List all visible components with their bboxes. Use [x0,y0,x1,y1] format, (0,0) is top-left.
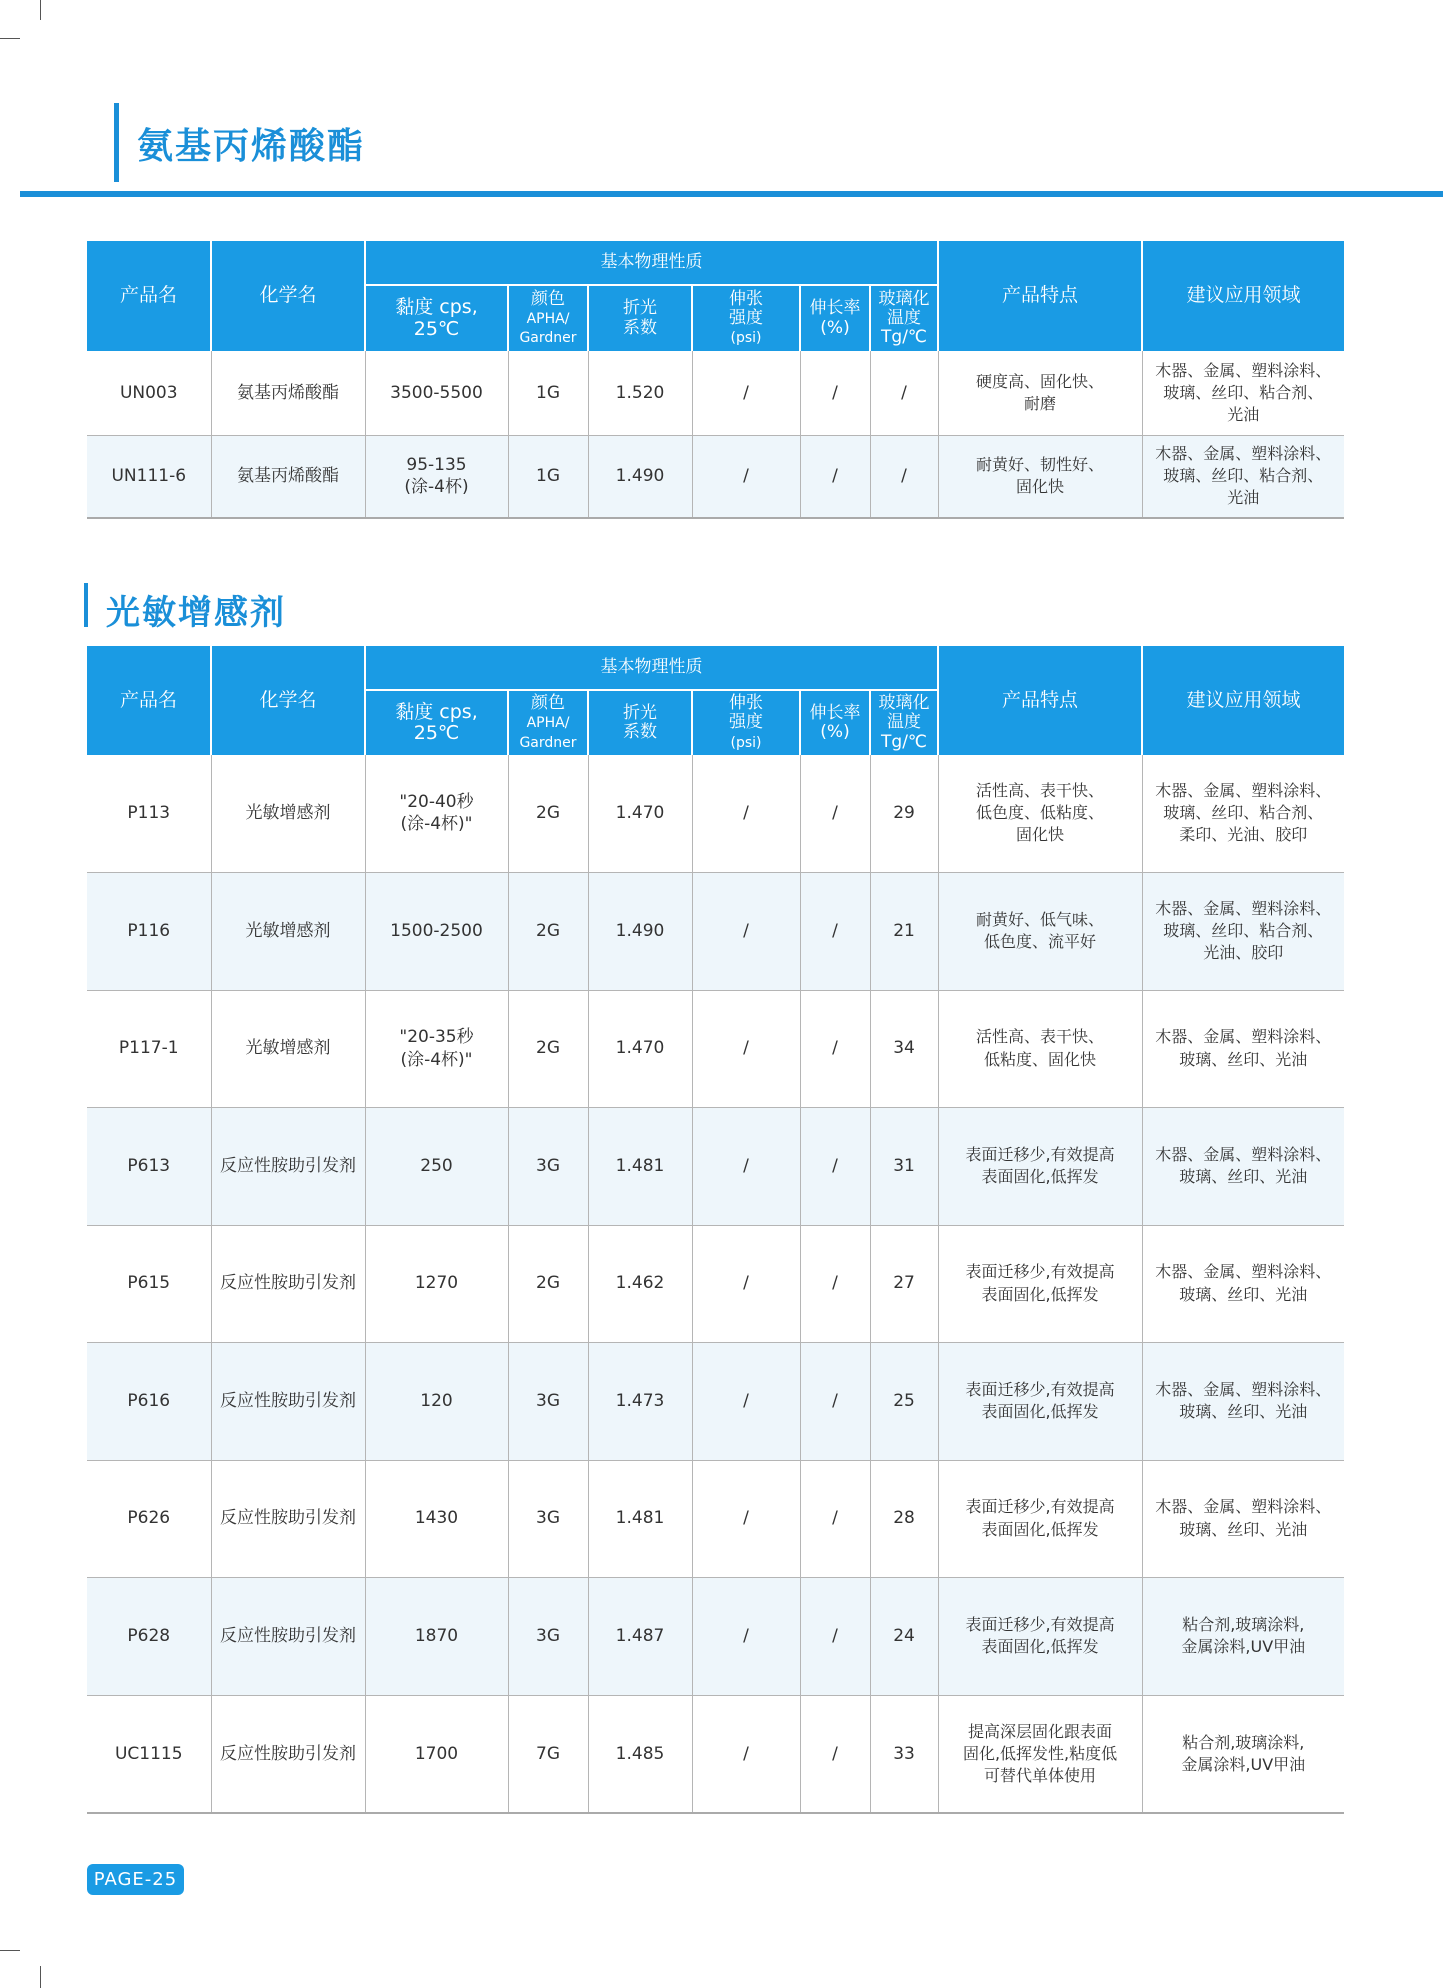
text-line: 木器、金属、塑料涂料、 [1155,1144,1332,1164]
text-line: 3500-5500 [390,382,483,403]
text-line: 固化快 [1016,825,1065,845]
text-line: 伸长率 [809,702,861,723]
text-line: "20-35秒 [399,1027,474,1048]
cell-tg: 31 [870,1107,938,1225]
cell-viscosity [365,1577,508,1695]
cell-tensile: / [692,1460,800,1577]
text-line: 温度 [887,712,922,733]
text-line: 光油 [1227,488,1260,508]
text-line: 粘合剂,玻璃涂料, [1182,1732,1305,1752]
text-line: 表面固化,低挥发 [981,1167,1099,1186]
cell-product: P117-1 [87,990,211,1107]
cell-tensile: / [692,755,800,872]
cell-tensile: / [692,872,800,990]
text-line: 1870 [414,1625,459,1646]
cell-chemical: 反应性胺助引发剂 [211,1107,365,1225]
text-line: 金属涂料,UV甲油 [1181,1754,1306,1774]
cell-elongation: / [800,1695,870,1813]
cell-features [938,351,1142,435]
cell-tensile: / [692,990,800,1107]
cell-viscosity [365,1695,508,1813]
cell-color: 3G [508,1460,588,1577]
text-line: 耐磨 [1024,393,1057,413]
cell-tg: 27 [870,1225,938,1342]
col-header-tensile [692,285,800,351]
text-line: Tg/℃ [881,327,928,348]
page-number-badge: PAGE-25 [87,1864,184,1895]
cell-elongation: / [800,872,870,990]
text-line: 木器、金属、塑料涂料、 [1155,1379,1332,1399]
cell-elongation: / [800,435,870,518]
text-line: 颜色 [531,288,565,309]
cell-tg: 24 [870,1577,938,1695]
cell-applications [1142,1342,1344,1460]
text-line: 活性高、表干快、 [976,781,1105,801]
text-line: 1270 [414,1273,459,1294]
cell-tensile: / [692,1225,800,1342]
text-line: 颜色 [531,693,565,714]
cell-tg: 33 [870,1695,938,1813]
text-line: 折光 [623,702,657,723]
header-rule [20,191,1443,197]
text-line: (涂-4杯) [404,477,469,498]
text-line: 玻璃、丝印、粘合剂、 [1163,920,1324,940]
cell-applications [1142,1107,1344,1225]
cell-viscosity [365,351,508,435]
col-header-viscosity [365,285,508,351]
text-line: "20-40秒 [399,792,474,813]
text-line: 强度 [729,712,763,733]
cell-features [938,872,1142,990]
cell-viscosity [365,755,508,872]
text-line: 250 [420,1155,453,1176]
spec-table [87,646,1344,1814]
text-line: (涂-4杯)" [400,1049,473,1070]
col-header-viscosity [365,690,508,755]
cell-viscosity [365,1342,508,1460]
cell-color: 7G [508,1695,588,1813]
cell-elongation: / [800,755,870,872]
cell-product: P613 [87,1107,211,1225]
cell-features [938,1225,1142,1342]
col-header-applications: 建议应用领域 [1142,241,1344,351]
text-line: 硬度高、固化快、 [976,371,1105,391]
cell-refraction: 1.470 [588,755,692,872]
cell-tg: 34 [870,990,938,1107]
table-row [87,351,1344,435]
table-row [87,1577,1344,1695]
cell-elongation: / [800,1107,870,1225]
text-line: 95-135 [406,455,467,476]
cell-viscosity [365,1107,508,1225]
cell-chemical: 反应性胺助引发剂 [211,1695,365,1813]
col-header-chemical: 化学名 [211,646,365,755]
cell-tg: / [870,351,938,435]
text-line: 系数 [623,722,657,742]
cell-refraction: 1.490 [588,872,692,990]
cell-elongation: / [800,1342,870,1460]
table-row [87,755,1344,872]
cell-elongation: / [800,990,870,1107]
cell-viscosity [365,990,508,1107]
text-line: (psi) [730,330,762,347]
section-title: 光敏增感剂 [106,593,286,633]
text-line: 玻璃化 [878,693,930,714]
text-line: 柔印、光油、胶印 [1179,825,1308,845]
crop-mark [0,1950,20,1951]
cell-features [938,755,1142,872]
text-line: 强度 [729,307,763,328]
cell-product: P628 [87,1577,211,1695]
text-line: 表面固化,低挥发 [981,1402,1099,1421]
text-line: 光油、胶印 [1203,943,1284,963]
crop-mark [40,0,41,20]
text-line: 1500-2500 [390,920,483,941]
text-line: 系数 [623,317,657,338]
cell-refraction: 1.520 [588,351,692,435]
col-header-features: 产品特点 [938,646,1142,755]
cell-refraction: 1.473 [588,1342,692,1460]
cell-refraction: 1.481 [588,1107,692,1225]
text-line: 玻璃、丝印、光油 [1179,1284,1308,1304]
cell-chemical: 氨基丙烯酸酯 [211,351,365,435]
text-line: 木器、金属、塑料涂料、 [1155,1262,1332,1282]
cell-color: 2G [508,755,588,872]
col-header-refraction [588,690,692,755]
table-row [87,1225,1344,1342]
col-header-color [508,690,588,755]
text-line: Tg/℃ [881,731,928,752]
cell-tg: 25 [870,1342,938,1460]
text-line: 伸长率 [809,298,861,319]
cell-tg: 28 [870,1460,938,1577]
table-row [87,1695,1344,1813]
cell-refraction: 1.481 [588,1460,692,1577]
cell-features [938,1695,1142,1813]
text-line: Gardner [519,330,577,347]
section-marker [84,583,88,627]
cell-features [938,1577,1142,1695]
cell-color: 2G [508,990,588,1107]
col-header-applications: 建议应用领域 [1142,646,1344,755]
col-header-group: 基本物理性质 [365,646,938,690]
cell-tg: 21 [870,872,938,990]
text-line: 玻璃、丝印、光油 [1179,1049,1308,1069]
cell-features [938,1342,1142,1460]
col-header-tensile [692,690,800,755]
cell-elongation: / [800,1460,870,1577]
text-line: 固化快 [1016,477,1065,497]
cell-applications [1142,1460,1344,1577]
cell-applications [1142,351,1344,435]
text-line: 120 [420,1390,453,1411]
cell-tensile: / [692,1107,800,1225]
text-line: 25℃ [413,317,460,340]
cell-product: P616 [87,1342,211,1460]
cell-viscosity [365,872,508,990]
table-row [87,1342,1344,1460]
cell-applications [1142,1225,1344,1342]
col-header-tg [870,690,938,755]
text-line: 玻璃、丝印、粘合剂、 [1163,803,1324,823]
text-line: 伸张 [729,693,763,714]
col-header-elongation [800,285,870,351]
cell-color: 2G [508,872,588,990]
text-line: 耐黄好、低气味、 [976,909,1105,929]
text-line: 低色度、低粘度、 [976,803,1105,823]
text-line: 活性高、表干快、 [976,1027,1105,1047]
table-row [87,990,1344,1107]
cell-viscosity [365,1460,508,1577]
text-line: 粘合剂,玻璃涂料, [1182,1614,1305,1634]
cell-chemical: 光敏增感剂 [211,755,365,872]
text-line: 光油 [1227,404,1260,424]
text-line: (psi) [730,734,762,751]
cell-refraction: 1.490 [588,435,692,518]
text-line: 提高深层固化跟表面 [968,1721,1113,1741]
text-line: 温度 [887,307,922,328]
text-line: 表面固化,低挥发 [981,1519,1099,1539]
cell-chemical: 反应性胺助引发剂 [211,1460,365,1577]
col-header-refraction [588,285,692,351]
cell-applications [1142,755,1344,872]
col-header-product: 产品名 [87,646,211,755]
cell-applications [1142,1577,1344,1695]
cell-refraction: 1.462 [588,1225,692,1342]
text-line: 1700 [414,1743,459,1764]
text-line: 折光 [623,298,657,319]
text-line: Gardner [519,734,577,751]
cell-elongation: / [800,1577,870,1695]
cell-applications [1142,872,1344,990]
cell-chemical: 反应性胺助引发剂 [211,1225,365,1342]
text-line: 耐黄好、韧性好、 [976,455,1105,475]
text-line: 木器、金属、塑料涂料、 [1155,1497,1332,1517]
cell-tensile: / [692,1342,800,1460]
text-line: 木器、金属、塑料涂料、 [1155,898,1332,918]
cell-tg: 29 [870,755,938,872]
cell-product: UN003 [87,351,211,435]
cell-viscosity [365,1225,508,1342]
text-line: 25℃ [413,722,460,744]
text-line: 木器、金属、塑料涂料、 [1155,360,1332,380]
cell-product: UC1115 [87,1695,211,1813]
text-line: 木器、金属、塑料涂料、 [1155,1027,1332,1047]
table-row [87,435,1344,518]
text-line: (涂-4杯)" [400,814,473,835]
table-row [87,1460,1344,1577]
table-row [87,1107,1344,1225]
cell-tensile: / [692,1695,800,1813]
cell-refraction: 1.470 [588,990,692,1107]
cell-product: P116 [87,872,211,990]
crop-mark [0,38,20,39]
cell-chemical: 光敏增感剂 [211,990,365,1107]
text-line: 1430 [414,1508,459,1529]
text-line: 固化,低挥发性,粘度低 [962,1743,1118,1763]
text-line: 玻璃、丝印、粘合剂、 [1163,382,1324,402]
cell-refraction: 1.487 [588,1577,692,1695]
text-line: 伸张 [729,288,763,309]
cell-refraction: 1.485 [588,1695,692,1813]
text-line: APHA/ [526,715,570,732]
cell-viscosity [365,435,508,518]
cell-product: UN111-6 [87,435,211,518]
col-header-group: 基本物理性质 [365,241,938,285]
text-line: 木器、金属、塑料涂料、 [1155,781,1332,801]
section-title: 氨基丙烯酸酯 [137,126,366,167]
cell-color: 3G [508,1342,588,1460]
text-line: 黏度 cps, [395,296,478,319]
spec-table [87,241,1344,519]
cell-color: 2G [508,1225,588,1342]
crop-mark [40,1966,41,1988]
cell-color: 3G [508,1577,588,1695]
cell-applications [1142,435,1344,518]
cell-elongation: / [800,1225,870,1342]
text-line: (%) [820,722,850,742]
cell-features [938,990,1142,1107]
text-line: 表面迁移少,有效提高 [965,1379,1115,1399]
cell-chemical: 光敏增感剂 [211,872,365,990]
cell-features [938,435,1142,518]
text-line: 玻璃化 [878,288,930,309]
col-header-chemical: 化学名 [211,241,365,351]
cell-product: P626 [87,1460,211,1577]
text-line: 玻璃、丝印、光油 [1179,1167,1308,1186]
cell-tensile: / [692,351,800,435]
text-line: 可替代单体使用 [984,1765,1097,1785]
cell-applications [1142,1695,1344,1813]
cell-chemical: 反应性胺助引发剂 [211,1577,365,1695]
text-line: 黏度 cps, [395,700,478,723]
col-header-tg [870,285,938,351]
col-header-product: 产品名 [87,241,211,351]
text-line: 低粘度、固化快 [984,1049,1097,1069]
col-header-color [508,285,588,351]
table-row [87,872,1344,990]
text-line: 表面固化,低挥发 [981,1637,1099,1656]
text-line: 表面迁移少,有效提高 [965,1614,1115,1634]
cell-tensile: / [692,435,800,518]
text-line: 玻璃、丝印、光油 [1179,1402,1308,1421]
text-line: 表面固化,低挥发 [981,1284,1099,1304]
cell-color: 1G [508,351,588,435]
text-line: (%) [820,317,850,338]
text-line: 玻璃、丝印、光油 [1179,1519,1308,1539]
col-header-features: 产品特点 [938,241,1142,351]
text-line: 表面迁移少,有效提高 [965,1144,1115,1164]
cell-product: P113 [87,755,211,872]
cell-elongation: / [800,351,870,435]
text-line: 玻璃、丝印、粘合剂、 [1163,466,1324,486]
text-line: 低色度、流平好 [984,932,1097,951]
text-line: 表面迁移少,有效提高 [965,1262,1115,1282]
cell-color: 3G [508,1107,588,1225]
section-marker [114,103,119,182]
cell-color: 1G [508,435,588,518]
cell-features [938,1460,1142,1577]
col-header-elongation [800,690,870,755]
text-line: 表面迁移少,有效提高 [965,1497,1115,1517]
cell-tensile: / [692,1577,800,1695]
cell-chemical: 反应性胺助引发剂 [211,1342,365,1460]
text-line: 木器、金属、塑料涂料、 [1155,444,1332,464]
cell-chemical: 氨基丙烯酸酯 [211,435,365,518]
cell-tg: / [870,435,938,518]
cell-applications [1142,990,1344,1107]
cell-features [938,1107,1142,1225]
text-line: 金属涂料,UV甲油 [1181,1637,1306,1656]
text-line: APHA/ [526,310,570,327]
cell-product: P615 [87,1225,211,1342]
